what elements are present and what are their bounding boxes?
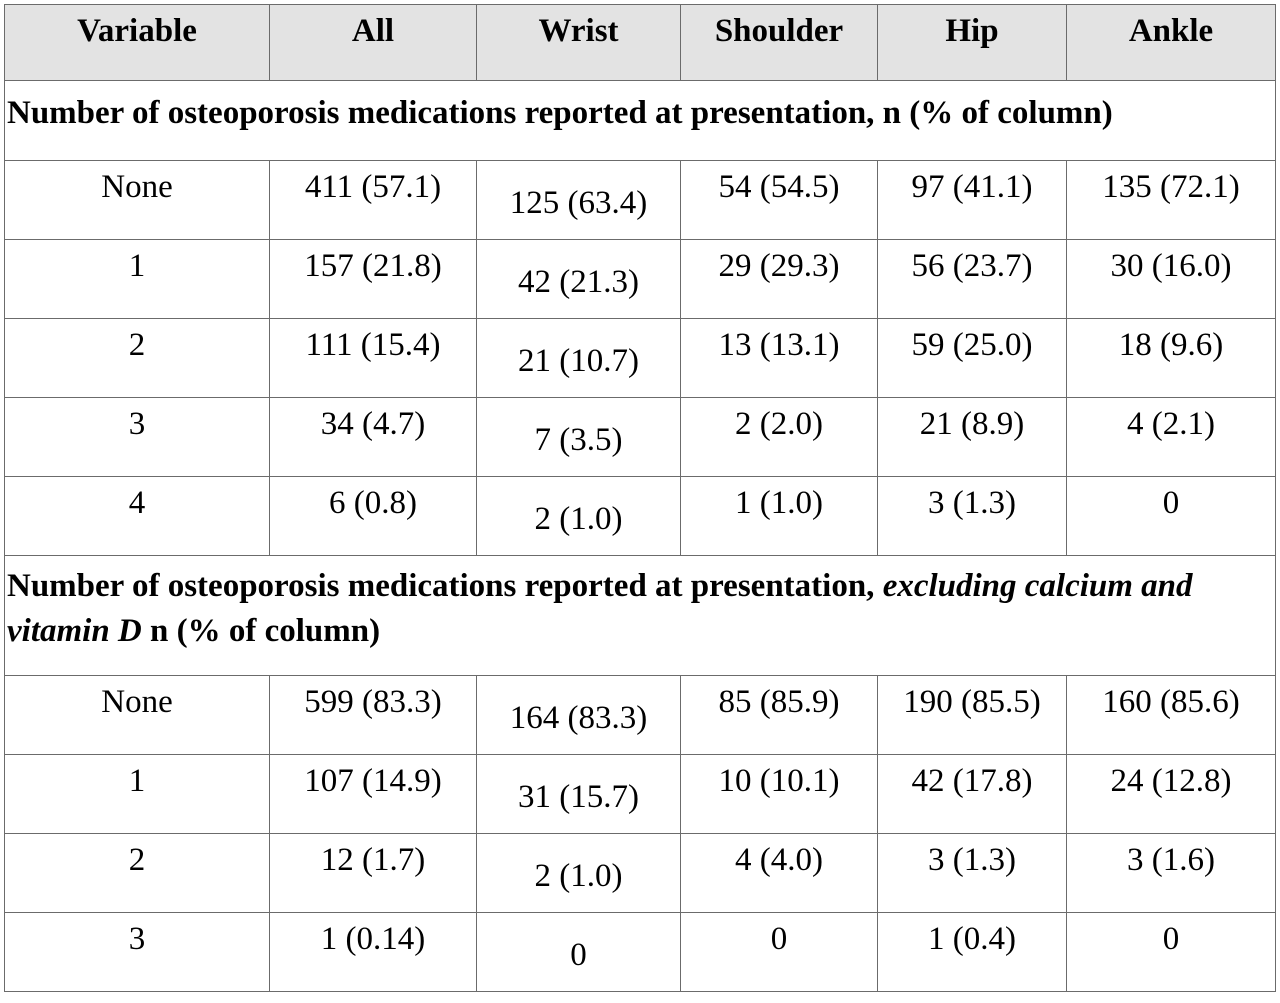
header-ankle: Ankle <box>1067 5 1276 81</box>
osteoporosis-medications-table <box>4 4 1276 992</box>
all-cell: 111 (15.4) <box>270 319 477 398</box>
wrist-cell: 164 (83.3) <box>477 676 681 755</box>
section-1-title: Number of osteoporosis medications reported at presentation, n (% of column) <box>5 81 1276 161</box>
header-row <box>5 5 1276 81</box>
variable-cell: 3 <box>5 398 270 477</box>
hip-cell: 59 (25.0) <box>878 319 1067 398</box>
all-cell: 599 (83.3) <box>270 676 477 755</box>
variable-cell: None <box>5 161 270 240</box>
all-cell: 157 (21.8) <box>270 240 477 319</box>
ankle-cell: 30 (16.0) <box>1067 240 1276 319</box>
all-cell: 6 (0.8) <box>270 477 477 556</box>
variable-cell: 4 <box>5 477 270 556</box>
shoulder-cell: 2 (2.0) <box>681 398 878 477</box>
all-cell: 411 (57.1) <box>270 161 477 240</box>
all-cell: 107 (14.9) <box>270 755 477 834</box>
wrist-cell: 0 <box>477 913 681 992</box>
shoulder-cell: 54 (54.5) <box>681 161 878 240</box>
variable-cell: 1 <box>5 755 270 834</box>
wrist-cell: 42 (21.3) <box>477 240 681 319</box>
table-row <box>5 477 1276 556</box>
hip-cell: 97 (41.1) <box>878 161 1067 240</box>
table-row <box>5 319 1276 398</box>
variable-cell: 3 <box>5 913 270 992</box>
table-row <box>5 161 1276 240</box>
all-cell: 12 (1.7) <box>270 834 477 913</box>
hip-cell: 21 (8.9) <box>878 398 1067 477</box>
hip-cell: 3 (1.3) <box>878 477 1067 556</box>
ankle-cell: 3 (1.6) <box>1067 834 1276 913</box>
table-row <box>5 755 1276 834</box>
wrist-cell: 31 (15.7) <box>477 755 681 834</box>
ankle-cell: 4 (2.1) <box>1067 398 1276 477</box>
wrist-cell: 2 (1.0) <box>477 477 681 556</box>
ankle-cell: 0 <box>1067 477 1276 556</box>
table-row <box>5 676 1276 755</box>
wrist-cell: 21 (10.7) <box>477 319 681 398</box>
shoulder-cell: 10 (10.1) <box>681 755 878 834</box>
header-variable: Variable <box>5 5 270 81</box>
wrist-cell: 2 (1.0) <box>477 834 681 913</box>
variable-cell: 2 <box>5 834 270 913</box>
medications-table-wrapper <box>4 4 1275 992</box>
shoulder-cell: 13 (13.1) <box>681 319 878 398</box>
section-1-title-row <box>5 81 1276 161</box>
ankle-cell: 135 (72.1) <box>1067 161 1276 240</box>
hip-cell: 190 (85.5) <box>878 676 1067 755</box>
header-shoulder: Shoulder <box>681 5 878 81</box>
wrist-cell: 7 (3.5) <box>477 398 681 477</box>
shoulder-cell: 0 <box>681 913 878 992</box>
shoulder-cell: 4 (4.0) <box>681 834 878 913</box>
all-cell: 1 (0.14) <box>270 913 477 992</box>
shoulder-cell: 29 (29.3) <box>681 240 878 319</box>
wrist-cell: 125 (63.4) <box>477 161 681 240</box>
header-all: All <box>270 5 477 81</box>
table-row <box>5 240 1276 319</box>
table-row <box>5 398 1276 477</box>
hip-cell: 1 (0.4) <box>878 913 1067 992</box>
table-row <box>5 913 1276 992</box>
hip-cell: 56 (23.7) <box>878 240 1067 319</box>
variable-cell: None <box>5 676 270 755</box>
section-2-title <box>5 556 1276 676</box>
variable-cell: 2 <box>5 319 270 398</box>
shoulder-cell: 85 (85.9) <box>681 676 878 755</box>
header-hip: Hip <box>878 5 1067 81</box>
all-cell: 34 (4.7) <box>270 398 477 477</box>
hip-cell: 3 (1.3) <box>878 834 1067 913</box>
section-2-title-prefix: Number of osteoporosis medications reported at presentation, <box>7 568 883 604</box>
header-wrist: Wrist <box>477 5 681 81</box>
ankle-cell: 0 <box>1067 913 1276 992</box>
ankle-cell: 24 (12.8) <box>1067 755 1276 834</box>
section-2-title-italic: excluding calcium and vitamin D <box>7 568 1193 649</box>
ankle-cell: 18 (9.6) <box>1067 319 1276 398</box>
variable-cell: 1 <box>5 240 270 319</box>
section-2-title-suffix: n (% of column) <box>141 612 381 649</box>
ankle-cell: 160 (85.6) <box>1067 676 1276 755</box>
hip-cell: 42 (17.8) <box>878 755 1067 834</box>
shoulder-cell: 1 (1.0) <box>681 477 878 556</box>
table-row <box>5 834 1276 913</box>
section-2-title-row <box>5 556 1276 676</box>
